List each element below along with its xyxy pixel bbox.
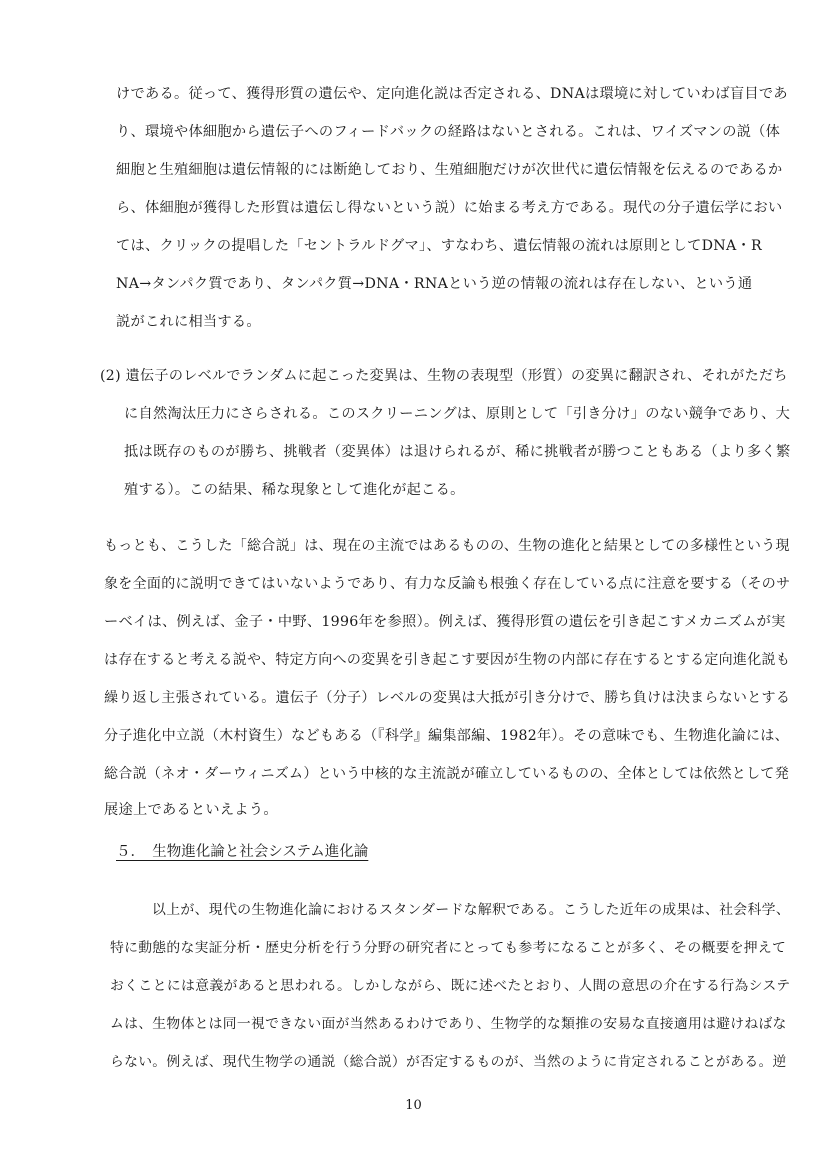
text-line: ら、体細胞が獲得した形質は遺伝し得ないという説）に始まる考え方である。現代の分子遺伝学におい: [116, 200, 783, 216]
text-line: 象を全面的に説明できてはいないようであり、有力な反論も根強く存在している点に注意を要する（そのサ: [104, 576, 791, 592]
text-line: NA→タンパク質であり、タンパク質→DNA・RNAという逆の情報の流れは存在しない、という通: [116, 276, 753, 292]
text-line: (2) 遺伝子のレベルでランダムに起こった変異は、生物の表現型（形質）の変異に翻訳され、それがただち: [100, 368, 788, 384]
text-line: らない。例えば、現代生物学の通説（総合説）が否定するものが、当然のように肯定されることがある。逆: [110, 1054, 787, 1070]
text-line: 殖する）。この結果、稀な現象として進化が起こる。: [124, 482, 465, 498]
text-line: 繰り返し主張されている。遺伝子（分子）レベルの変異は大抵が引き分けで、勝ち負けは決まらないとする: [104, 690, 791, 706]
section-heading: ５． 生物進化論と社会システム進化論: [116, 844, 369, 860]
text-line: ーベイは、例えば、金子・中野、1996年を参照）。例えば、獲得形質の遺伝を引き起こすメカニズムが実: [104, 614, 786, 630]
text-line: 以上が、現代の生物進化論におけるスタンダードな解釈である。こうした近年の成果は、社会科学、: [152, 902, 791, 918]
text-line: 特に動態的な実証分析・歴史分析を行う分野の研究者にとっても参考になることが多く、その概要を押えて: [110, 940, 787, 956]
text-line: 分子進化中立説（木村資生）などもある（『科学』編集部編、1982年）。その意味でも、生物進化論には、: [104, 728, 790, 744]
text-line: おくことには意義があると思われる。しかしながら、既に述べたとおり、人間の意思の介在する行為システ: [110, 978, 791, 994]
text-line: けである。従って、獲得形質の遺伝や、定向進化説は否定される、DNAは環境に対していわば盲目であ: [116, 86, 788, 102]
page-number: 10: [405, 1098, 422, 1113]
text-line: ムは、生物体とは同一視できない面が当然あるわけであり、生物学的な類推の安易な直接適用は避けねばな: [110, 1016, 787, 1032]
text-line: り、環境や体細胞から遺伝子へのフィードバックの経路はないとされる。これは、ワイズマンの説（体: [116, 124, 781, 140]
text-line: 展途上であるといえよう。: [104, 802, 278, 818]
text-line: ては、クリックの提唱した「セントラルドグマ」、すなわち、遺伝情報の流れは原則としてDNA・R: [116, 238, 763, 254]
text-line: に自然淘汰圧力にさらされる。このスクリーニングは、原則として「引き分け」のない競争であり、大: [124, 406, 791, 422]
text-line: 細胞と生殖細胞は遺伝情報的には断絶しており、生殖細胞だけが次世代に遺伝情報を伝えるのであるか: [116, 162, 783, 178]
text-line: 説がこれに相当する。: [116, 314, 261, 330]
text-line: は存在すると考える説や、特定方向への変異を引き起こす要因が生物の内部に存在するとする定向進化説も: [104, 652, 791, 668]
text-line: 総合説（ネオ・ダーウィニズム）という中核的な主流説が確立しているものの、全体としては依然として発: [104, 766, 789, 782]
text-line: もっとも、こうした「総合説」は、現在の主流ではあるものの、生物の進化と結果としての多様性という現: [104, 538, 790, 554]
text-line: 抵は既存のものが勝ち、挑戦者（変異体）は退けられるが、稀に挑戦者が勝つこともある（より多く繁: [124, 444, 791, 460]
